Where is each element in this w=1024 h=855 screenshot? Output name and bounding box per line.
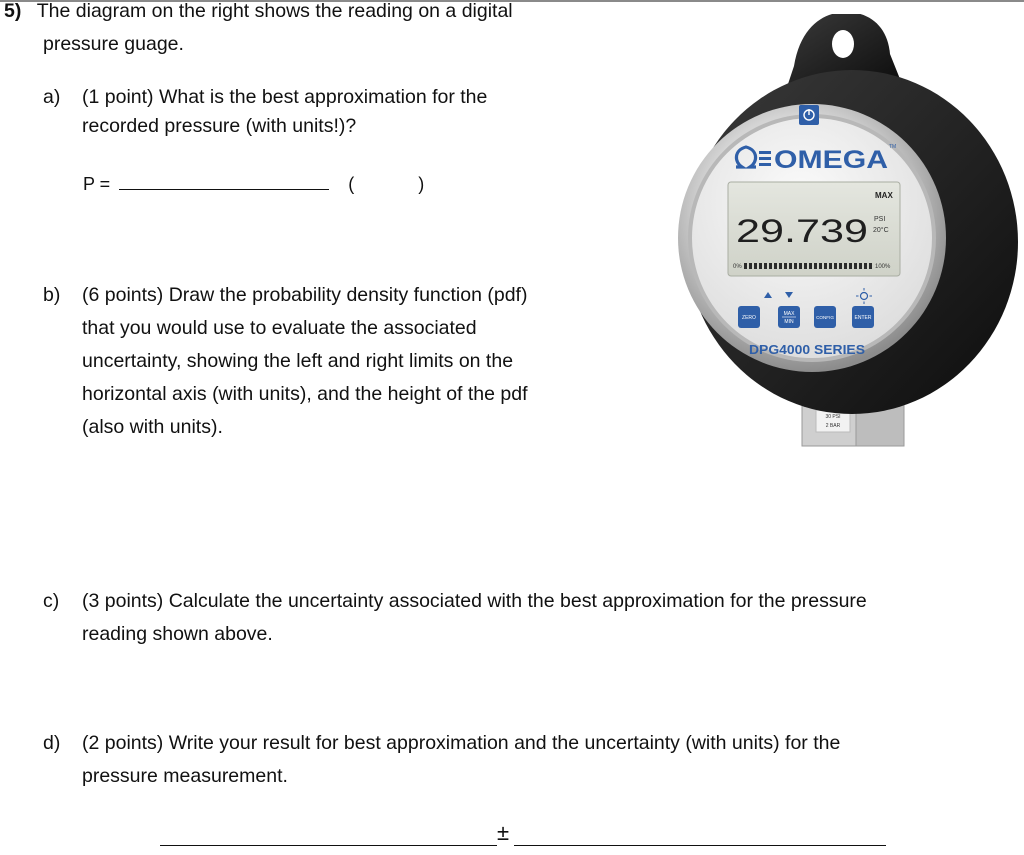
part-c-line2: reading shown above. [82,623,273,645]
part-a-answer-row [83,168,424,201]
bargraph-segment [829,263,832,269]
bargraph-segment [774,263,777,269]
digital-pressure-gauge [676,14,1024,454]
question-intro-line1 [4,0,513,28]
part-a-label: a) [43,86,61,108]
port-label-bar: 2 BAR [825,423,841,429]
bargraph-segment [804,263,807,269]
max-button-label: MAX [783,311,795,317]
bargraph-segment [759,263,762,269]
bargraph-segment [784,263,787,269]
bargraph-segment [809,263,812,269]
trademark: TM [889,144,897,150]
part-b-line5: (also with units). [82,416,223,438]
paren-close: ) [418,174,425,194]
zero-button-label: ZERO [742,315,756,321]
brand-name: OMEGA [774,146,888,174]
bargraph-min-label: 0% [733,264,742,270]
port-label-psi: 30 PSI [825,414,841,420]
series-name: DPG4000 SERIES [749,342,866,357]
part-b-line4: horizontal axis (with units), and the height of the pdf [82,383,528,405]
lcd-temperature: 20°C [873,227,889,234]
mounting-hole [832,30,854,58]
bargraph-segment [859,263,862,269]
bargraph-segment [814,263,817,269]
part-d-label: d) [43,732,61,754]
bargraph-segment [749,263,752,269]
bargraph-segment [839,263,842,269]
bargraph-segment [824,263,827,269]
bargraph-segment [769,263,772,269]
uncertainty-blank[interactable] [514,845,886,846]
answer-prefix: P = [83,174,111,194]
gauge-illustration [676,14,1024,454]
bargraph-segment [754,263,757,269]
pressure-answer-blank[interactable] [119,189,329,190]
bargraph-segment [844,263,847,269]
bargraph-segment [869,263,872,269]
paren-open: ( [348,174,355,194]
part-c-line1: (3 points) Calculate the uncertainty associated with the best approximation for the pressure [82,590,867,612]
intro-text-1: The diagram on the right shows the reading on a digital [36,0,513,22]
bargraph-segment [849,263,852,269]
bargraph-segment [819,263,822,269]
bargraph-segment [744,263,747,269]
pressure-reading: 29.739 [736,213,868,249]
part-a-line2: recorded pressure (with units!)? [82,115,357,137]
lcd-max-indicator: MAX [875,191,893,200]
plus-minus-symbol: ± [497,820,510,845]
question-number: 5) [4,0,22,22]
bargraph-segment [794,263,797,269]
part-b-label: b) [43,284,61,306]
part-b-line3: uncertainty, showing the left and right limits on the [82,350,514,372]
bargraph-segment [864,263,867,269]
part-b-line2: that you would use to evaluate the associated [82,317,477,339]
bargraph-max-label: 100% [875,264,891,270]
bargraph-segment [789,263,792,269]
min-button-label: MIN [784,319,794,325]
result-value-blank[interactable] [160,845,497,846]
part-d-line1: (2 points) Write your result for best approximation and the uncertainty (with units) for the [82,732,841,754]
lcd-unit: PSI [874,216,886,223]
part-a-line1: (1 point) What is the best approximation for the [82,86,488,108]
bargraph-segment [764,263,767,269]
bargraph-segment [854,263,857,269]
intro-text-2: pressure guage. [43,33,184,55]
part-c-label: c) [43,590,60,612]
bargraph-segment [779,263,782,269]
bargraph-segment [834,263,837,269]
part-b-line1: (6 points) Draw the probability density function (pdf) [82,284,528,306]
config-button-label: CONFIG [816,315,834,320]
enter-button-label: ENTER [854,315,872,321]
part-d-line2: pressure measurement. [82,765,288,787]
bargraph-segment [799,263,802,269]
